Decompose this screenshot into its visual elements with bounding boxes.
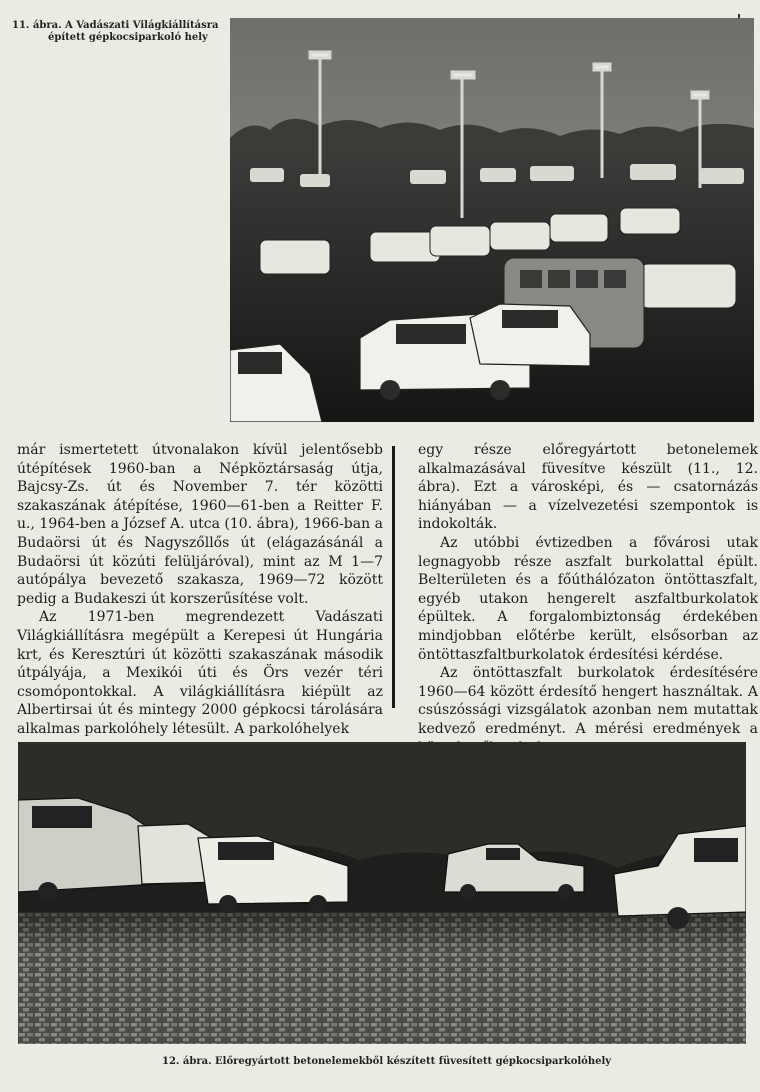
- figure-11-photo: [230, 18, 754, 422]
- grass-paver-parking-photo-illustration: [18, 742, 746, 1044]
- figure-12-caption: 12. ábra. Előregyártott betonelemekből készített füvesített gépkocsiparkolóhely: [162, 1056, 612, 1067]
- paragraph: Az öntöttaszfalt burkolatok érdesítésére 1960—64 között érdesítő hengert használtak. A csúszóssági vizsgálatok azonban nem mutattak kedvező eredményt. A mérési eredmények a: [418, 665, 758, 737]
- paragraph: Az utóbbi évtizedben a fővárosi utak legnagyobb része aszfalt burkolattal épült. Belterületen és a főúthálózaton öntöttaszfalt, egyéb utakon hengerelt aszfaltburkolatok épültek. A forgalombiztonság érdekében mindjobban előtérbe került, elsősorban az öntöttaszfaltburkolatok érdesítési kérdése.: [418, 534, 758, 663]
- paragraph: egy része előregyártott betonelemek alkalmazásával füvesítve készült (11., 12. ábra). Ezt a városképi, és — csatornázás hiányában — a vízelvezetési szempontok is indokolták.: [418, 442, 758, 533]
- figure-11-caption-line1: 11. ábra. A Vadászati Világkiállításra: [12, 20, 219, 31]
- paragraph: Az 1971-ben megrendezett Vadászati Világkiállításra megépült a Kerepesi út Hungária krt, és Keresztúri út közötti szakaszának második útpályája, a Mexikói úti és Örs vezér téri csomópontokkal. A világkiállításra kiépült az Albertirsai út és mintegy 2000 gépkocsi tárolására alkalmas parkolóhely létesült. A parkolóhelyek: [17, 609, 383, 737]
- parking-lot-photo-illustration: [230, 18, 754, 422]
- figure-11-caption: [12, 20, 230, 44]
- figure-12-photo: [18, 742, 746, 1044]
- right-text-column: [418, 441, 758, 757]
- paragraph: már ismertetett útvonalakon kívül jelentősebb útépítések 1960-ban a Népköztársaság útja, Bajcsy-Zs. út és November 7. tér közötti szakaszának átépítése, 1960—61-ben a Reitter F. u., 1964-ben a József A. utca (10. ábra), 1966-ban a Budaörsi út és Nagyszőllős út (elágazásánál a Budaörsi út közúti felüljáróval), mint az M 1—7 autópálya bevezető szakasza, 1969—72 között pedig a Budakeszi út korszerűsítése volt.: [17, 442, 383, 607]
- figure-11-caption-line2: épített gépkocsiparkoló hely: [48, 32, 208, 43]
- left-text-column: [17, 441, 383, 739]
- column-divider: [392, 446, 395, 708]
